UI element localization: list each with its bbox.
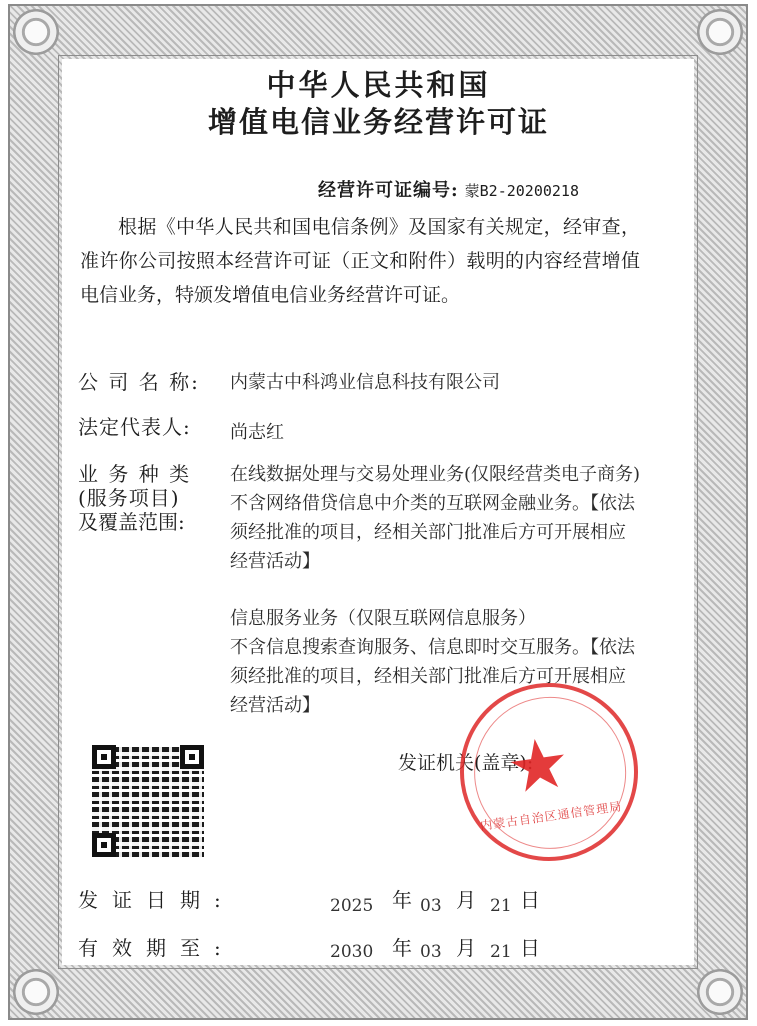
valid-until-month: 03 — [420, 942, 442, 962]
valid-until-label: 有效期至: — [78, 936, 235, 960]
service-item-title: 信息服务业务（仅限互联网信息服务） — [230, 608, 536, 629]
corner-ornament — [10, 6, 62, 58]
year-unit: 年 — [392, 888, 412, 912]
seal-text: 内蒙古自治区通信管理局 — [479, 799, 623, 834]
qr-finder-pattern — [180, 745, 204, 769]
issue-date-day: 21 — [490, 896, 512, 916]
service-item-detail: 不含信息搜索查询服务、信息即时交互服务。【依法须经批准的项目，经相关部门批准后方可开展相应经营活动】 — [230, 637, 635, 716]
corner-ornament — [694, 6, 746, 58]
valid-until-row — [78, 932, 235, 961]
corner-ornament — [694, 966, 746, 1018]
corner-ornament — [10, 966, 62, 1018]
issue-date-year: 2025 — [330, 896, 374, 916]
issue-date-row — [78, 884, 235, 913]
company-name-label: 公 司 名 称: — [78, 370, 200, 394]
company-name-value: 内蒙古中科鸿业信息科技有限公司 — [230, 372, 500, 393]
service-scope — [230, 460, 642, 720]
issue-date-label: 发证日期: — [78, 888, 235, 912]
issue-date-month: 03 — [420, 896, 442, 916]
license-number-label: 经营许可证编号: — [318, 180, 459, 201]
month-unit: 月 — [456, 936, 476, 960]
day-unit: 日 — [520, 936, 540, 960]
title-country: 中华人民共和国 — [266, 68, 491, 102]
preamble-text: 根据《中华人民共和国电信条例》及国家有关规定，经审查，准许你公司按照本经营许可证（正文和附件）载明的内容经营增值电信业务，特颁发增值电信业务经营许可证。 — [80, 216, 640, 306]
license-number-value: 蒙B2-20200218 — [464, 182, 579, 200]
title-certificate: 增值电信业务经营许可证 — [207, 105, 549, 139]
valid-until-day: 21 — [490, 942, 512, 962]
legal-representative-value: 尚志红 — [230, 422, 284, 443]
seal-star-icon: ★ — [501, 720, 576, 811]
license-number-row — [318, 176, 579, 202]
qr-finder-pattern — [92, 745, 116, 769]
scope-label-line2: (服务项目) — [78, 486, 180, 510]
issuing-authority-label: 发证机关(盖章): — [398, 752, 534, 774]
scope-label-line3: 及覆盖范围: — [78, 510, 185, 534]
qr-code — [92, 745, 204, 857]
year-unit: 年 — [392, 936, 412, 960]
service-item-detail: 不含网络借贷信息中介类的互联网金融业务。【依法须经批准的项目，经相关部门批准后方可开展相应经营活动】 — [230, 493, 635, 572]
day-unit: 日 — [520, 888, 540, 912]
scope-label-line1: 业 务 种 类 — [78, 462, 192, 486]
legal-representative-label: 法定代表人: — [78, 415, 191, 439]
service-item-title: 在线数据处理与交易处理业务(仅限经营类电子商务) — [230, 464, 641, 485]
qr-finder-pattern — [92, 833, 116, 857]
valid-until-year: 2030 — [330, 942, 374, 962]
month-unit: 月 — [456, 888, 476, 912]
